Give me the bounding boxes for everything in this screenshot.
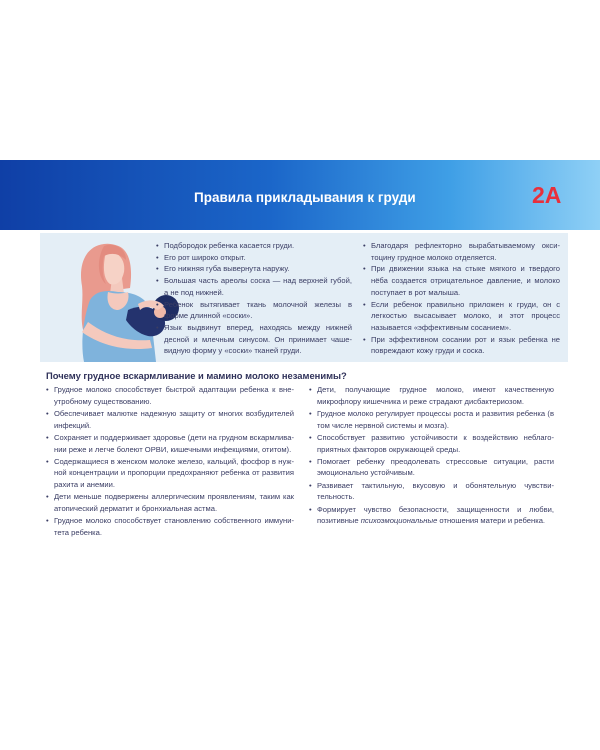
list-item: • Грудное молоко способствует становлению собственного иммунитета ребенка. [46, 515, 294, 538]
list-item-italic-text: психоэмоциональные [360, 516, 438, 526]
list-item: • Подбородок ребенка касается груди. [156, 240, 352, 252]
page-title: Правила прикладывания к груди [194, 190, 416, 205]
list-item: • Сохраняет и поддерживает здоровье (дети на грудном вскармливании реже и легче болеют ОРВИ, кишечными инфекциями, отитом). [46, 432, 294, 455]
list-item-text: отношения матери и ребенка. [437, 516, 546, 526]
attachment-rules-panel [40, 233, 568, 362]
section-code: 2А [532, 182, 562, 208]
list-item: • Большая часть ареолы соска — над верхней губой, а не под нижней. [156, 275, 352, 298]
benefits-title: Почему грудное вскармливание и мамино молоко незаменимы? [46, 370, 347, 381]
benefits-right-list [309, 384, 554, 527]
intro-right-list [363, 240, 560, 357]
list-item: • Грудное молоко способствует быстрой адаптации ребенка к внеутробному существованию. [46, 384, 294, 407]
intro-left-list [156, 240, 352, 357]
list-item: • Если ребенок правильно приложен к груди, он с легкостью высасывает молоко, и этот процесс называется «эффективным сосанием». [363, 299, 560, 334]
list-item: • Его нижняя губа вывернута наружу. [156, 263, 352, 275]
list-item: • Способствует развитию устойчивости к воздействию неблагоприятных факторов окружающей среды. [309, 432, 554, 455]
list-item [309, 504, 554, 527]
list-item: • Обеспечивает малютке надежную защиту от многих возбудителей инфекций. [46, 408, 294, 431]
list-item: • Грудное молоко регулирует процессы роста и развития ребенка (в том числе нервной системы и мозга). [309, 408, 554, 431]
benefits-left-list [46, 384, 294, 539]
list-item: • Его рот широко открыт. [156, 252, 352, 264]
list-item: • При движении языка на стыке мягкого и твердого нёба создается отрицательное давление, и молоко поступает в рот малыша. [363, 263, 560, 298]
list-item-text: Формирует чувство безопасности, защищенности и любви, позитивные [317, 504, 554, 526]
list-item: • Язык выдвинут вперед, находясь между нижней десной и млечным синусом. Он принимает чашевидную форму у «соски» тканей груди. [156, 322, 352, 357]
list-item: • Дети меньше подвержены аллергическим проявлениям, таким как атопический дерматит и бронхиальная астма. [46, 491, 294, 514]
list-item: • Развивает тактильную, вкусовую и обонятельную чувствительность. [309, 480, 554, 503]
list-item: • Помогает ребенку преодолевать стрессовые ситуации, расти эмоционально устойчивым. [309, 456, 554, 479]
list-item: • Ребенок вытягивает ткань молочной железы в форме длинной «соски». [156, 299, 352, 322]
list-item: • Благодаря рефлекторно вырабатываемому окситоцину грудное молоко отделяется. [363, 240, 560, 263]
list-item: • При эффективном сосании рот и язык ребенка не повреждают кожу груди и соска. [363, 334, 560, 357]
list-item: • Дети, получающие грудное молоко, имеют качественную микрофлору кишечника и реже страдают дисбактериозом. [309, 384, 554, 407]
header-banner [0, 160, 600, 230]
list-item: • Содержащиеся в женском молоке железо, кальций, фосфор в нужной концентрации и пропорции предохраняют ребенка от развития рахита и анемии. [46, 456, 294, 491]
